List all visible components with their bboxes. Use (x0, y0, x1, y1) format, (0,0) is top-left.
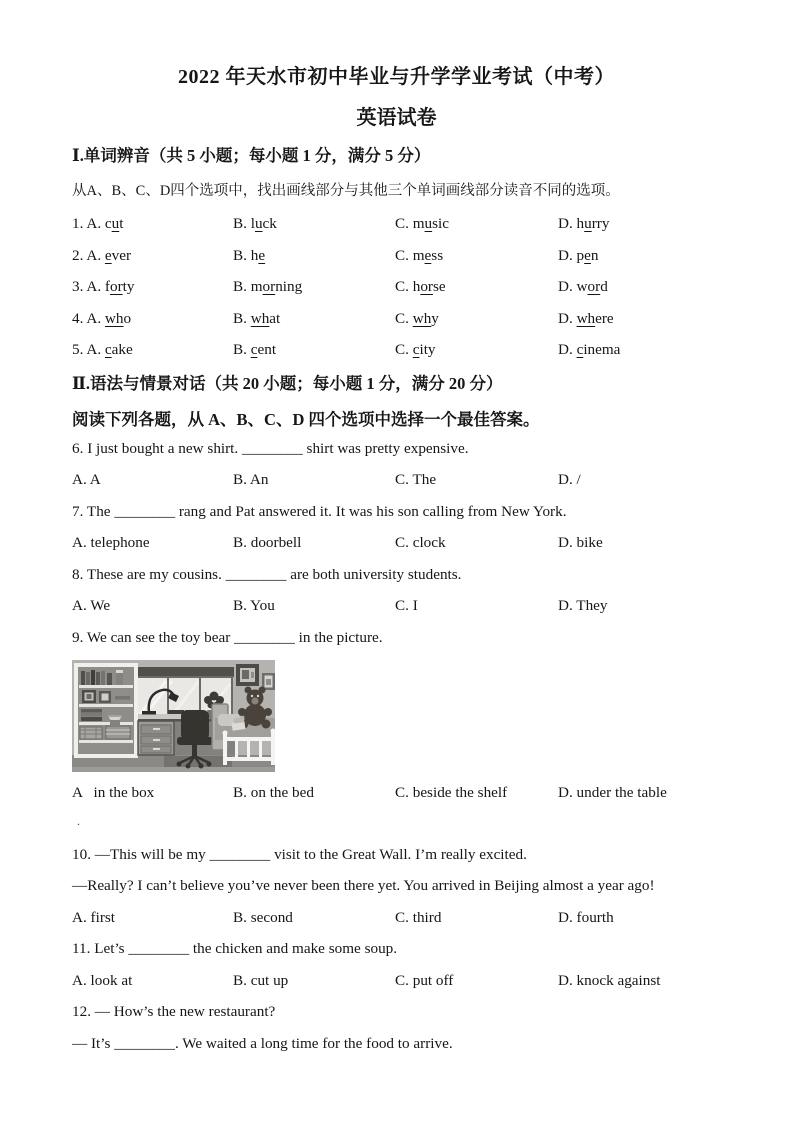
question-stem: — It’s ________. We waited a long time for the food to arrive. (72, 1034, 453, 1052)
underlined-letters: c (576, 341, 584, 358)
option-cell: C. music (395, 215, 450, 232)
underlined-letters: wh (250, 309, 270, 327)
option-cell: 4. A. who (72, 309, 132, 327)
underlined-letters: e (424, 246, 432, 264)
option-cell: C. mess (395, 246, 444, 264)
option-cell: B. morning (233, 278, 303, 295)
options-row (72, 784, 721, 801)
option-cell: D. They (558, 597, 608, 614)
section-heading: Ⅰ.单词辨音（共 5 小题；每小题 1 分，满分 5 分） (72, 146, 431, 165)
option-cell: D. bike (558, 534, 603, 551)
options-row (72, 215, 721, 232)
underlined-letters: or (420, 278, 433, 295)
section-instruction: 阅读下列各题，从 A、B、C、D 四个选项中选择一个最佳答案。 (72, 409, 540, 429)
room-picture-figure (72, 660, 275, 772)
question-stem: 9. We can see the toy bear ________ in the picture. (72, 628, 383, 646)
page-subtitle: 英语试卷 (356, 107, 437, 129)
option-cell: B. he (233, 246, 266, 264)
options-row (72, 310, 721, 327)
section-heading: Ⅱ.语法与情景对话（共 20 小题；每小题 1 分，满分 20 分） (72, 373, 503, 393)
option-cell: D. / (558, 471, 581, 488)
option-cell: B. what (233, 309, 281, 327)
option-cell: A in the box (72, 784, 155, 801)
underlined-letters: u (584, 215, 592, 232)
question-stem: 8. These are my cousins. ________ are both university students. (72, 565, 462, 583)
option-cell: C. I (395, 597, 418, 614)
option-cell: D. knock against (558, 971, 661, 989)
option-cell: B. doorbell (233, 534, 302, 551)
question-stem: 6. I just bought a new shirt. ________ shirt was pretty expensive. (72, 439, 469, 457)
underlined-letters: or (262, 278, 276, 295)
underlined-letters: or (587, 278, 601, 295)
option-cell: B. cut up (233, 971, 289, 989)
underlined-letters: wh (104, 309, 124, 327)
option-cell: D. hurry (558, 215, 610, 232)
question-stem: 10. —This will be my ________ visit to the Great Wall. I’m really excited. (72, 845, 527, 863)
underlined-letters: e (584, 246, 591, 264)
options-row (72, 341, 721, 358)
underlined-letters: e (104, 246, 112, 264)
underlined-letters: or (109, 278, 123, 295)
options-row (72, 278, 721, 295)
options-row (72, 909, 721, 926)
option-cell: C. The (395, 471, 437, 488)
page-title: 2022 年天水市初中毕业与升学学业考试（中考） (178, 66, 615, 88)
room-picture (72, 660, 275, 772)
option-cell: 2. A. ever (72, 246, 132, 264)
options-row (72, 471, 721, 488)
option-cell: C. clock (395, 534, 446, 551)
option-cell: D. pen (558, 246, 599, 264)
option-cell: 5. A. cake (72, 341, 133, 358)
option-cell: A. telephone (72, 534, 150, 551)
option-cell: B. second (233, 908, 293, 926)
question-stem: 12. — How’s the new restaurant? (72, 1003, 276, 1020)
exam-body (72, 145, 721, 1052)
section-2 (72, 373, 721, 1052)
option-cell: B. on the bed (233, 784, 314, 801)
option-cell: C. why (395, 309, 439, 327)
underlined-letters: u (424, 215, 433, 232)
question-stem: 11. Let’s ________ the chicken and make some soup. (72, 940, 398, 957)
option-cell: C. horse (395, 278, 446, 295)
options-row (72, 534, 721, 551)
underlined-letters: u (254, 215, 263, 232)
underlined-letters: c (412, 341, 420, 358)
underlined-letters: c (250, 341, 258, 358)
options-row (72, 597, 721, 614)
underlined-letters: u (111, 215, 120, 232)
option-cell: B. cent (233, 341, 277, 358)
option-cell: D. word (558, 278, 608, 295)
option-cell: D. where (558, 309, 614, 327)
option-cell: C. city (395, 341, 436, 358)
option-cell: B. luck (233, 215, 277, 232)
option-cell: B. You (233, 597, 275, 614)
section-instruction: 从A、B、C、D四个选项中，找出画线部分与其他三个单词画线部分读音不同的选项。 (72, 183, 620, 199)
option-cell: C. third (395, 908, 442, 926)
stray-dot-mark: . (77, 813, 80, 828)
option-cell: C. put off (395, 971, 454, 989)
underlined-letters: c (104, 341, 112, 358)
option-cell: D. under the table (558, 784, 667, 801)
underlined-letters: wh (412, 309, 432, 327)
underlined-letters: wh (576, 309, 596, 327)
options-row (72, 247, 721, 264)
option-cell: A. We (72, 597, 111, 614)
underlined-letters: e (258, 246, 266, 264)
option-cell: A. first (72, 908, 116, 926)
option-cell: 3. A. forty (72, 278, 135, 295)
option-cell: D. fourth (558, 908, 614, 926)
question-stem: —Really? I can’t believe you’ve never been there yet. You arrived in Beijing almost a year ago! (72, 877, 655, 894)
question-stem: 7. The ________ rang and Pat answered it. It was his son calling from New York. (72, 502, 567, 520)
section-1 (72, 145, 721, 358)
option-cell: A. look at (72, 971, 133, 989)
option-cell: 1. A. cut (72, 215, 124, 232)
option-cell: D. cinema (558, 341, 621, 358)
option-cell: C. beside the shelf (395, 784, 508, 801)
option-cell: A. A (72, 471, 101, 488)
options-row (72, 972, 721, 989)
option-cell: B. An (233, 471, 269, 488)
